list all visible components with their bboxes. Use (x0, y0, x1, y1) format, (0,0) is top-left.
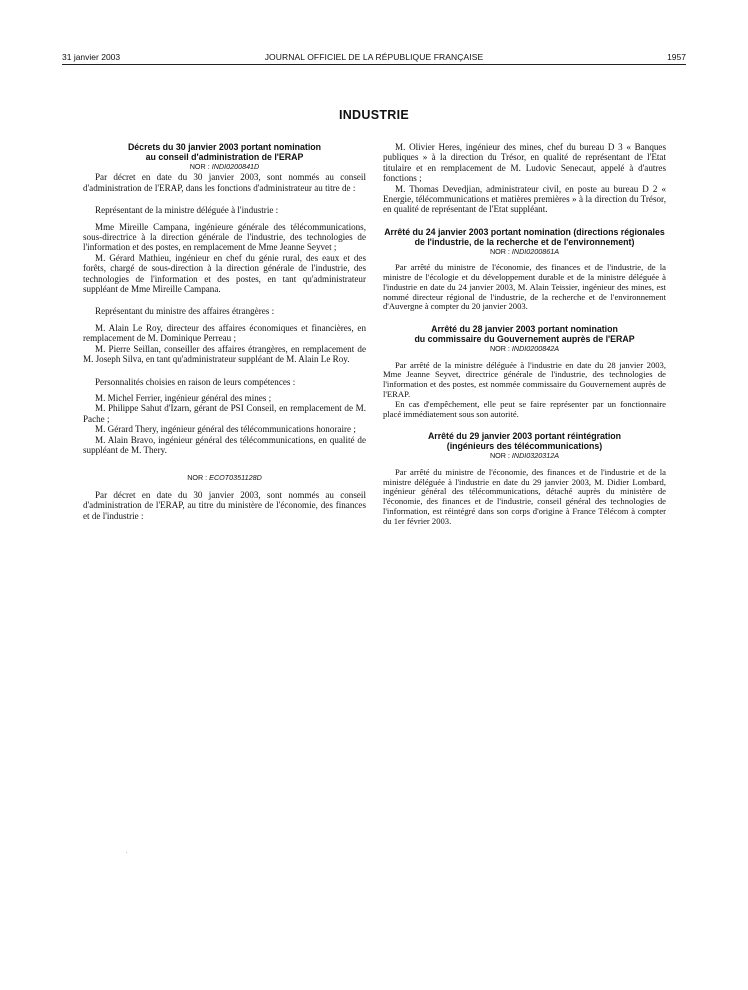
paragraph: Mme Mireille Campana, ingénieure générale des télécommunications, sous-directrice à la direction générale de l'industrie, des technologies de l'information et des postes, en remplacement de Mme Jeanne Seyvet ; (83, 221, 366, 253)
arrete-title-line2: du commissaire du Gouvernement auprès de l'ERAP (414, 334, 635, 345)
decree-title-line1: Décrets du 30 janvier 2003 portant nomination (127, 142, 322, 152)
paragraph: M. Philippe Sahut d'Izarn, gérant de PSI Conseil, en remplacement de M. Pache ; (83, 403, 366, 424)
nor-reference (383, 247, 666, 257)
paragraph: M. Pierre Seillan, conseiller des affaires étrangères, en remplacement de M. Joseph Silva, en tant qu'administrateur suppléant de M. Alain Le Roy. (83, 343, 366, 365)
paragraph: En cas d'empêchement, elle peut se faire représenter par un fonctionnaire placé immédiatement sous son autorité. (383, 398, 666, 419)
paragraph: M. Olivier Heres, ingénieur des mines, chef du bureau D 3 « Banques publiques » à la direction du Trésor, en qualité de représentant de l'Etat titulaire et en remplacement de M. Ludovic Senecaut, appelé à d'autres fonctions ; (383, 142, 666, 184)
nor-reference (83, 473, 366, 483)
scan-speck (126, 852, 127, 853)
nor-reference (383, 451, 666, 461)
paragraph: Par arrêté de la ministre déléguée à l'industrie en date du 28 janvier 2003, Mme Jeanne Seyvet, directrice générale de l'industrie, des technologies de l'information et des postes, est nommée commissaire du Gouvernement auprès de l'ERAP. (383, 359, 666, 400)
arrete-title-line1: Arrêté du 28 janvier 2003 portant nomination (431, 324, 618, 335)
paragraph: Par décret en date du 30 janvier 2003, sont nommés au conseil d'administration de l'ERAP, au titre du ministère de l'économie, des finances et de l'industrie : (83, 489, 366, 521)
nor-code: ECOT0351128D (209, 473, 262, 483)
paragraph: M. Thomas Devedjian, administrateur civil, en poste au bureau D 2 « Energie, télécommunications et matières premières » à la direction du Trésor, en qualité de représentant de l'Etat suppléant. (383, 183, 666, 215)
header-journal-title: JOURNAL OFFICIEL DE LA RÉPUBLIQUE FRANÇAISE (264, 52, 484, 62)
nor-label: NOR : (187, 473, 208, 483)
nor-label: NOR : (489, 451, 510, 461)
right-column (383, 142, 666, 527)
arrete-title-line1: Arrêté du 29 janvier 2003 portant réintégration (427, 431, 622, 442)
nor-reference (383, 344, 666, 354)
nor-label: NOR : (489, 246, 510, 256)
paragraph: M. Gérard Mathieu, ingénieur en chef du génie rural, des eaux et des forêts, chargé de sous-direction à la direction générale de l'industrie, des technologies de l'information et des postes, en tant qu'administrateur suppléant de Mme Mireille Campana. (83, 252, 366, 295)
section-title: INDUSTRIE (338, 108, 410, 122)
nor-code: INDI0200842A (511, 344, 560, 354)
nor-label: NOR : (189, 162, 210, 171)
nor-label: NOR : (489, 344, 510, 354)
header-date: 31 janvier 2003 (62, 52, 121, 62)
subheading: Représentant du ministre des affaires étrangères : (95, 306, 275, 317)
paragraph: M. Gérard Thery, ingénieur général des télécommunications honoraire ; (95, 424, 356, 435)
subheading: Personnalités choisies en raison de leurs compétences : (95, 376, 296, 387)
arrete-title: Arrêté du 24 janvier 2003 portant nomination (directions régionales de l'industrie, de la recherche et de l'environnement) (384, 226, 665, 247)
paragraph: Par arrêté du ministre de l'économie, des finances et de l'industrie et de la ministre déléguée à l'industrie en date du 29 janvier 2003, M. Didier Lombard, ingénieur général des télécommunications, détaché auprès du ministère de l'économie, des finances et de l'industrie, conseil général des technologies de l'information, est réintégré dans son corps d'origine à France Télécom à compter du 1er février 2003. (383, 466, 666, 526)
left-column (83, 142, 366, 521)
nor-code: INDI0320312A (511, 451, 560, 461)
paragraph: M. Alain Bravo, ingénieur général des télécommunications, en qualité de suppléant de M. Thery. (83, 434, 366, 455)
paragraph: Par décret en date du 30 janvier 2003, sont nommés au conseil d'administration de l'ERAP, dans les fonctions d'administrateur au titre de : (83, 172, 366, 193)
nor-code: INDI0200861A (511, 246, 560, 256)
nor-reference (83, 162, 366, 172)
decree-title-line2: au conseil d'administration de l'ERAP (145, 152, 304, 162)
paragraph: M. Alain Le Roy, directeur des affaires économiques et financières, en remplacement de M. Dominique Perreau ; (83, 322, 366, 344)
nor-code: INDI0200841D (211, 162, 260, 171)
arrete-title-line2: (ingénieurs des télécommunications) (446, 441, 603, 452)
paragraph: Par arrêté du ministre de l'économie, des finances et de l'industrie, de la ministre de l'écologie et du développement durable et de la ministre déléguée à l'industrie en date du 24 janvier 2003, M. Alain Teissier, ingénieur des mines, est nommé directeur régional de l'industrie, de la recherche et de l'environnement d'Auvergne à compter du 20 janvier 2003. (383, 262, 666, 312)
header-page-number: 1957 (667, 52, 686, 62)
paragraph: M. Michel Ferrier, ingénieur général des mines ; (95, 392, 272, 403)
subheading: Représentant de la ministre déléguée à l'industrie : (95, 205, 279, 216)
header-rule (62, 64, 686, 65)
